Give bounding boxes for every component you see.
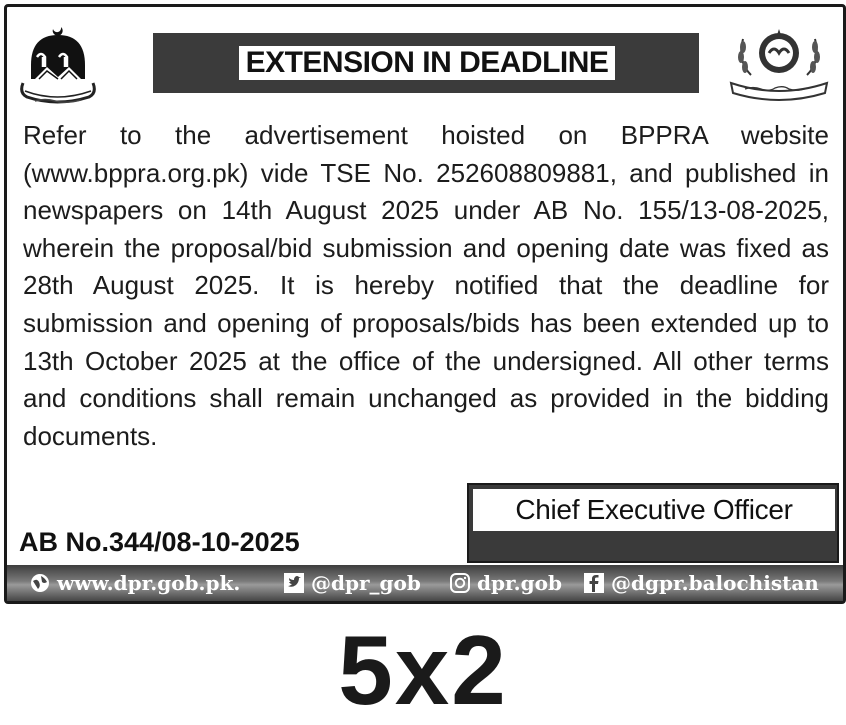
facebook-icon xyxy=(583,572,605,594)
footer-facebook[interactable] xyxy=(583,571,819,595)
footer-instagram[interactable] xyxy=(449,571,562,595)
signatory-block xyxy=(467,483,839,563)
footer-website[interactable] xyxy=(29,571,240,595)
notice-body: Refer to the advertisement hoisted on BPPRA website (www.bppra.org.pk) vide TSE No. 252608809881, and published in newspapers on 14th August 2025 under AB No. 155/13-08-2025, wherein the proposal/bid submission and opening date was fixed as 28th August 2025. It is hereby notified that the deadline for submission and opening of proposals/bids has been extended up to 13th October 2025 at the office of the undersigned. All other terms and conditions shall remain unchanged as provided in the bidding documents. xyxy=(23,120,829,451)
footer-facebook-text: @dgpr.balochistan xyxy=(611,571,819,595)
globe-icon xyxy=(29,572,51,594)
public-health-engineering-emblem-icon xyxy=(721,25,837,105)
signatory-box xyxy=(473,489,835,531)
ab-number: AB No.344/08-10-2025 xyxy=(19,527,300,557)
footer-instagram-text: dpr.gob xyxy=(477,571,562,595)
ad-size-label: 5x2 xyxy=(338,615,508,725)
instagram-icon xyxy=(449,572,471,594)
page-title: EXTENSION IN DEADLINE xyxy=(245,46,609,79)
footer-bar xyxy=(7,565,843,601)
balochistan-government-emblem-icon xyxy=(17,21,99,105)
signatory-title: Chief Executive Officer xyxy=(515,494,793,525)
title-bar xyxy=(153,33,699,93)
footer-website-text: www.dpr.gob.pk. xyxy=(57,571,241,595)
footer-twitter[interactable] xyxy=(283,571,421,595)
advertisement-frame xyxy=(4,4,846,604)
footer-twitter-text: @dpr_gob xyxy=(311,571,421,595)
title-box xyxy=(239,46,615,80)
twitter-bird-icon xyxy=(283,572,305,594)
